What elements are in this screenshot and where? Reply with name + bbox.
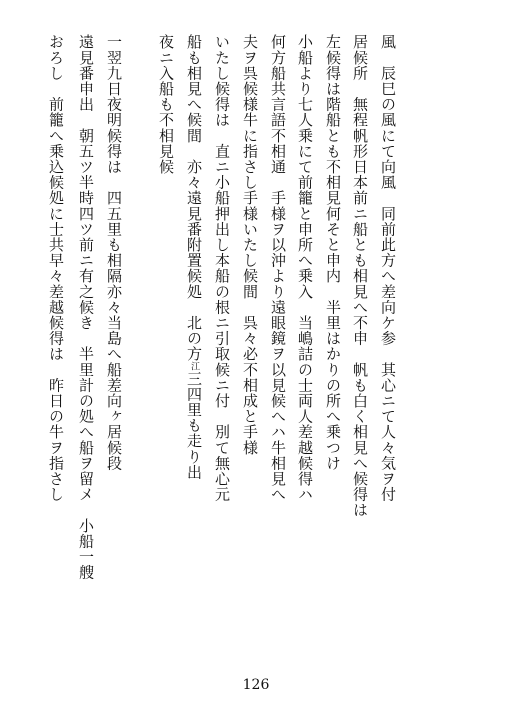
text-line-10: 一翌九日夜明候得は 四五里も相隔亦々当島へ船差向ヶ居候段 <box>105 34 123 471</box>
text-line-6: 夫ヲ呉候様牛に指さし手様いたし候間 呉々必不相成と手様 <box>241 34 259 456</box>
text-line-4: 小船より七人乗にて前籠と申所へ乗入 当嶋詰の士両人差越候得ハ <box>296 34 314 502</box>
text-line-9: 夜ニ入船も不相見候 <box>157 34 175 175</box>
text-line-11: 遠見番申出 朝五ツ半時四ツ前ニ有之候き 半里計の処へ船ヲ留メ 小船一艘 <box>77 34 95 580</box>
text-line-1: 風 辰巳の風にて向風 同前此方へ差向ケ参 其心ニて人々気ヲ付 <box>379 34 397 502</box>
text-line-8-main: 船も相見へ候間 亦々遠見番附置候処 北の方 <box>185 34 203 362</box>
text-line-8 <box>184 34 204 480</box>
text-line-12: おろし 前籠へ乗込候処に士共早々差越候得は 昨日の牛ヲ指さし <box>47 34 65 502</box>
text-line-8-tail: 三四里も走り出 <box>185 370 203 480</box>
page-number: 126 <box>242 677 270 693</box>
text-line-3: 左候得は階船とも不相見何そと申内 半里はかりの所へ乗つけ <box>324 34 342 471</box>
small-annotation: 江 <box>189 361 199 371</box>
text-line-5: 何方船共言語不相通 手様ヲ以沖より遠眼鏡ヲ以見候へハ牛相見へ <box>269 34 287 502</box>
text-line-7: いたし候得は 直ニ小船押出し本船の根ニ引取候ニ付 別て無心元 <box>213 34 231 502</box>
text-line-2: 居候所 無程帆形日本前ニ船とも相見へ不申 帆も白く相見へ候得は <box>351 34 369 518</box>
